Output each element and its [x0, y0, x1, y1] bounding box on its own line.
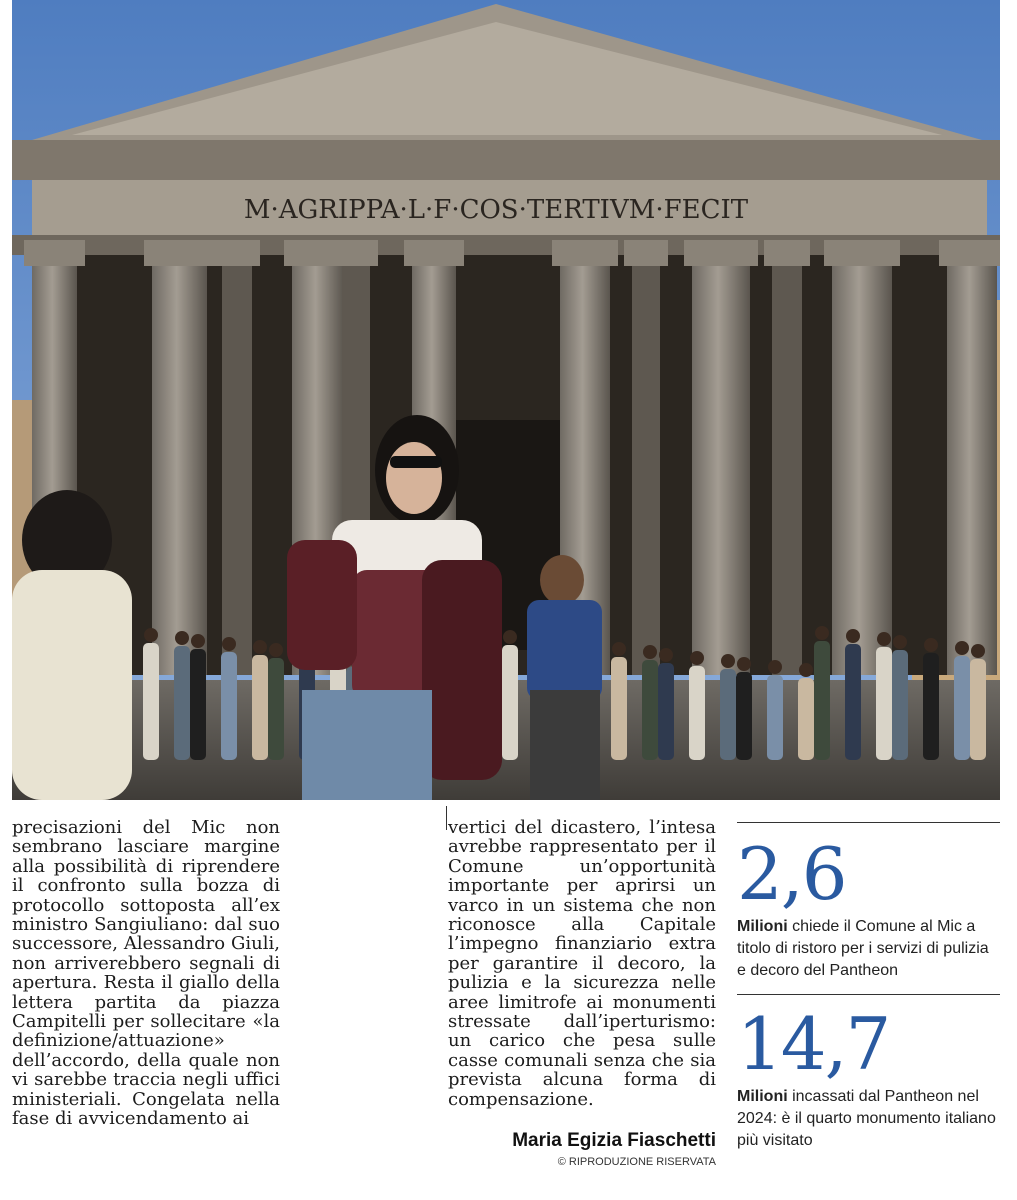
crowd-person — [845, 644, 861, 760]
crowd-head — [768, 660, 782, 674]
crowd-head — [971, 644, 985, 658]
crowd-person — [736, 672, 752, 760]
stat-number-2: 14,7 — [737, 1002, 890, 1086]
pantheon-photo — [12, 0, 1000, 800]
column-capital — [404, 240, 464, 266]
stat-description-2: incassati dal Pantheon nel 2024: è il quarto monumento italiano più visitato — [737, 1088, 996, 1149]
crowd-person — [720, 669, 736, 760]
crowd-head — [955, 641, 969, 655]
crowd-person — [689, 666, 705, 760]
crowd-head — [690, 651, 704, 665]
sidebar-rule-top — [737, 822, 1000, 823]
crowd-person — [174, 646, 190, 760]
column — [772, 255, 802, 675]
crowd-person — [876, 647, 892, 760]
crowd-head — [846, 629, 860, 643]
crowd-head — [799, 663, 813, 677]
column — [632, 255, 660, 675]
column-capital — [824, 240, 900, 266]
crowd-head — [269, 643, 283, 657]
crowd-person — [954, 656, 970, 760]
crowd-person — [611, 657, 627, 760]
stat-box-1 — [737, 832, 1000, 982]
crowd-head — [612, 642, 626, 656]
crowd-head — [144, 628, 158, 642]
column — [152, 255, 207, 675]
stat-number-1: 2,6 — [737, 832, 846, 916]
crowd-head — [924, 638, 938, 652]
crowd-head — [721, 654, 735, 668]
crowd-person — [642, 660, 658, 760]
author-byline: Maria Egizia Fiaschetti — [512, 1130, 716, 1151]
crowd-head — [737, 657, 751, 671]
stat-caption-1 — [737, 916, 1000, 982]
crowd-head — [503, 630, 517, 644]
crowd-head — [191, 634, 205, 648]
copyright-notice: © RIPRODUZIONE RISERVATA — [557, 1156, 716, 1168]
crowd-person — [268, 658, 284, 760]
crowd-person — [892, 650, 908, 760]
column-capital — [24, 240, 85, 266]
crowd-person — [814, 641, 830, 760]
crowd-person — [221, 652, 237, 760]
column — [947, 255, 997, 675]
crowd-person — [252, 655, 268, 760]
crowd-person — [923, 653, 939, 760]
column-capital — [684, 240, 758, 266]
column-capital — [144, 240, 215, 266]
stat-unit-2: Milioni — [737, 1088, 788, 1105]
crowd-head — [877, 632, 891, 646]
column — [832, 255, 892, 675]
column-capital — [214, 240, 260, 266]
crowd-head — [222, 637, 236, 651]
stat-unit-1: Milioni — [737, 918, 788, 935]
article-paragraph-1: precisazioni del Mic non sembrano lasciare margine alla possibilità di riprendere il confronto sulla bozza di protocollo sottoposta all’ex ministro Sangiuliano: dal suo successore, Alessandro Giuli, non arriverebbero segnali di apertura. Resta il giallo della lettera partita da piazza Campitelli per sollecitare «la definizione/attuazione» dell’accordo, della quale non vi sarebbe traccia negli uffici ministeriali. Congelata nella fase di avvicendamento ai — [12, 817, 280, 1130]
crowd-person — [798, 678, 814, 760]
crowd-head — [253, 640, 267, 654]
crowd-person — [502, 645, 518, 760]
crowd-person — [143, 643, 159, 760]
crowd-head — [893, 635, 907, 649]
crowd-head — [175, 631, 189, 645]
article-column-1 — [12, 818, 280, 1129]
pantheon-illustration — [12, 0, 1000, 800]
stat-caption-2 — [737, 1086, 1000, 1152]
stat-box-2 — [737, 1002, 1000, 1152]
column-divider — [446, 806, 447, 830]
column-capital — [552, 240, 618, 266]
crowd-person — [970, 659, 986, 760]
stat-description-1: chiede il Comune al Mic a titolo di ristoro per i servizi di pulizia e decoro del Pantheon — [737, 918, 989, 979]
crowd-person — [190, 649, 206, 760]
crowd-person — [767, 675, 783, 760]
column-capital — [334, 240, 378, 266]
inscription-text: M·AGRIPPA·L·F·COS·TERTIVM·FECIT — [243, 195, 749, 225]
crowd-head — [659, 648, 673, 662]
column-capital — [939, 240, 1000, 266]
column — [222, 255, 252, 675]
crowd-person — [658, 663, 674, 760]
column-capital — [624, 240, 668, 266]
article-paragraph-2: vertici del dicastero, l’intesa avrebbe rappresentato per il Comune un’opportunità importante per aprirsi un varco in un sistema che non riconosce alla Capitale l’impegno finanziario extra per garantire il decoro, la pulizia e la sicurezza nelle aree limitrofe ai monumenti stressate dall’iperturismo: un carico che pesa sulle casse comunali senza che sia prevista alcuna forma di compensazione. — [448, 817, 716, 1110]
crowd-head — [815, 626, 829, 640]
article-column-2 — [448, 818, 716, 1109]
sidebar-rule-middle — [737, 994, 1000, 995]
column — [692, 255, 750, 675]
crowd-head — [643, 645, 657, 659]
column-capital — [764, 240, 810, 266]
